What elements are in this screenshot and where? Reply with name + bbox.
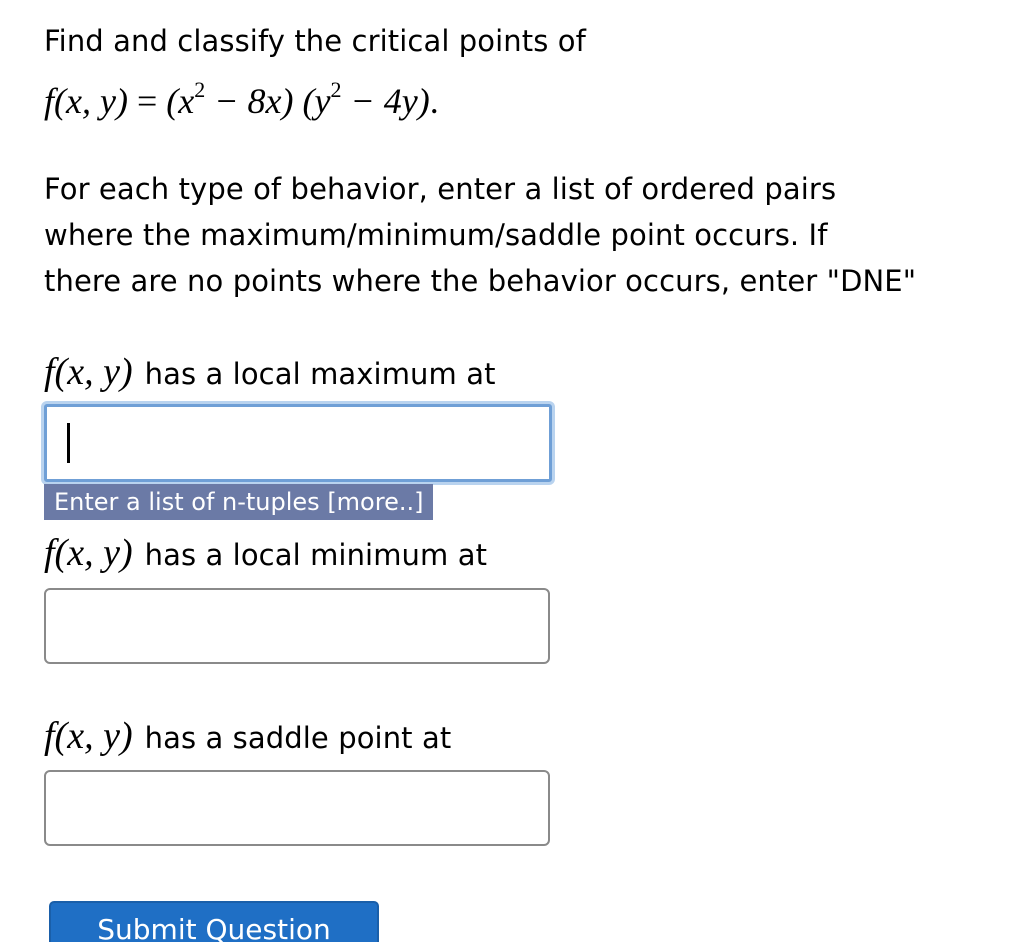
text-cursor — [67, 423, 70, 463]
function-formula — [44, 64, 439, 127]
local-maximum-label — [44, 350, 496, 397]
local-maximum-input[interactable] — [44, 404, 552, 482]
function-symbol: f(x, y) — [44, 715, 133, 757]
local-minimum-label — [44, 531, 487, 578]
local-minimum-label-text: has a local minimum at — [144, 538, 488, 572]
instructions-line: For each type of behavior, enter a list of ordered pairs — [44, 172, 837, 206]
instructions — [44, 166, 1014, 304]
saddle-point-label-text: has a saddle point at — [144, 721, 452, 755]
instructions-line: there are no points where the behavior occurs, enter "DNE" — [44, 264, 917, 298]
saddle-point-input[interactable] — [44, 770, 550, 846]
local-minimum-input[interactable] — [44, 588, 550, 664]
formula-factor2-open: (y — [293, 81, 331, 121]
formula-factor2-rest: − 4y) — [341, 81, 430, 121]
formula-factor1-rest: − 8x) — [205, 81, 294, 121]
saddle-point-label — [44, 714, 451, 761]
input-format-hint[interactable]: Enter a list of n-tuples [more..] — [44, 484, 433, 520]
instructions-line: where the maximum/minimum/saddle point occurs. If — [44, 218, 828, 252]
function-symbol: f(x, y) — [44, 351, 133, 393]
formula-lhs: f(x, y) — [44, 81, 128, 121]
submit-question-button[interactable]: Submit Question — [49, 901, 379, 942]
formula-factor1-exponent: 2 — [194, 77, 206, 102]
formula-factor1-open: (x — [166, 81, 195, 121]
formula-period: . — [429, 81, 439, 121]
question-prompt: Find and classify the critical points of — [44, 24, 586, 58]
formula-equals: = — [136, 81, 158, 121]
local-maximum-label-text: has a local maximum at — [144, 357, 496, 391]
formula-factor2-exponent: 2 — [330, 77, 342, 102]
function-symbol: f(x, y) — [44, 532, 133, 574]
